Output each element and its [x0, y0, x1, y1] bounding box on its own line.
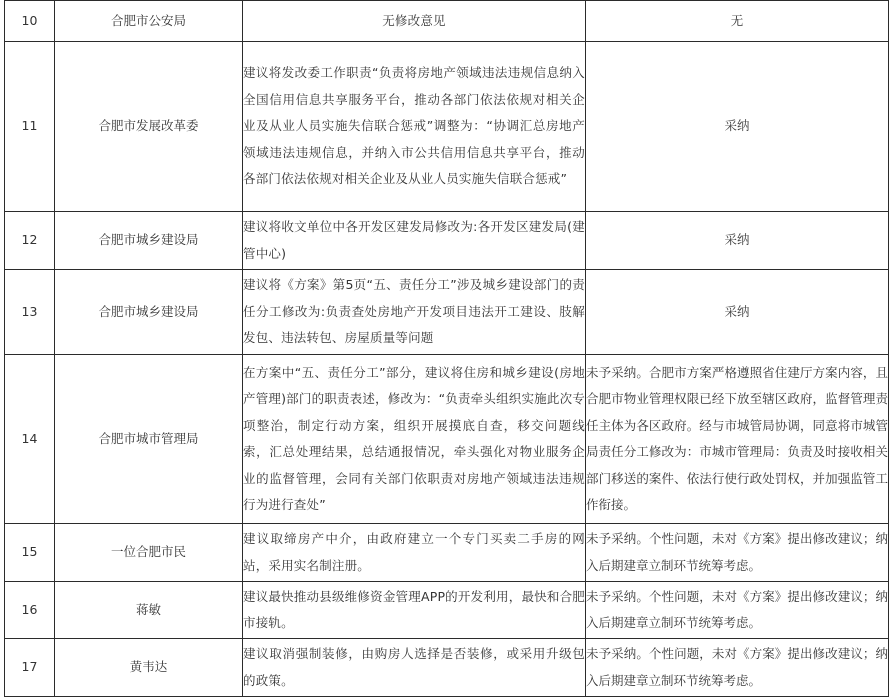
row-number: 11	[5, 42, 55, 212]
row-number: 10	[5, 1, 55, 42]
adoption-result: 未予采纳。个性问题，未对《方案》提出修改建议；纳入后期建章立制环节统筹考虑。	[586, 582, 889, 639]
table-row	[5, 1, 889, 42]
table-row	[5, 270, 889, 355]
unit-name: 黄韦达	[55, 639, 243, 697]
adoption-result: 采纳	[586, 42, 889, 212]
table-row	[5, 212, 889, 270]
suggestion-text: 建议最快推动县级维修资金管理APP的开发利用，最快和合肥市接轨。	[243, 582, 586, 639]
adoption-result: 未予采纳。个性问题，未对《方案》提出修改建议；纳入后期建章立制环节统筹考虑。	[586, 524, 889, 582]
unit-name: 合肥市城乡建设局	[55, 212, 243, 270]
adoption-result: 未予采纳。个性问题，未对《方案》提出修改建议；纳入后期建章立制环节统筹考虑。	[586, 639, 889, 697]
unit-name: 合肥市发展改革委	[55, 42, 243, 212]
row-number: 17	[5, 639, 55, 697]
unit-name: 蒋敏	[55, 582, 243, 639]
suggestion-text: 建议将发改委工作职责“负责将房地产领域违法违规信息纳入全国信用信息共享服务平台，推动各部门依法依规对相关企业及从业人员实施失信联合惩戒”调整为：“协调汇总房地产领域违法违规信息，并纳入市公共信用信息共享平台，推动各部门依法依规对相关企业及从业人员实施失信联合惩戒”	[243, 42, 586, 212]
unit-name: 合肥市城市管理局	[55, 355, 243, 524]
unit-name: 合肥市公安局	[55, 1, 243, 42]
suggestion-text: 建议取消强制装修，由购房人选择是否装修，或采用升级包的政策。	[243, 639, 586, 697]
table-row	[5, 582, 889, 639]
row-number: 12	[5, 212, 55, 270]
adoption-result: 采纳	[586, 270, 889, 355]
row-number: 16	[5, 582, 55, 639]
table-row	[5, 42, 889, 212]
suggestion-text: 建议将《方案》第5页“五、责任分工”涉及城乡建设部门的责任分工修改为:负责查处房地产开发项目违法开工建设、肢解发包、违法转包、房屋质量等问题	[243, 270, 586, 355]
unit-name: 合肥市城乡建设局	[55, 270, 243, 355]
suggestion-text: 无修改意见	[243, 1, 586, 42]
table-row	[5, 524, 889, 582]
opinion-table	[4, 0, 889, 697]
suggestion-text: 建议将收文单位中各开发区建发局修改为:各开发区建发局(建管中心)	[243, 212, 586, 270]
adoption-result: 无	[586, 1, 889, 42]
adoption-result: 采纳	[586, 212, 889, 270]
suggestion-text: 建议取缔房产中介，由政府建立一个专门买卖二手房的网站，采用实名制注册。	[243, 524, 586, 582]
row-number: 13	[5, 270, 55, 355]
unit-name: 一位合肥市民	[55, 524, 243, 582]
row-number: 15	[5, 524, 55, 582]
row-number: 14	[5, 355, 55, 524]
suggestion-text: 在方案中“五、责任分工”部分，建议将住房和城乡建设(房地产管理)部门的职责表述，修改为：“负责牵头组织实施此次专项整治，制定行动方案，组织开展摸底自查，移交问题线索，汇总处理结果，总结通报情况，牵头强化对物业服务企业的监督管理，会同有关部门依职责对房地产领域违法违规行为进行查处”	[243, 355, 586, 524]
table-row	[5, 639, 889, 697]
table-row	[5, 355, 889, 524]
adoption-result: 未予采纳。合肥市方案严格遵照省住建厅方案内容，且合肥市物业管理权限已经下放至辖区政府，监督管理责任主体为各区政府。经与市城管局协调，同意将市城管局责任分工修改为：市城市管理局：负责及时接收相关部门移送的案件、依法行使行政处罚权，并加强监管工作衔接。	[586, 355, 889, 524]
